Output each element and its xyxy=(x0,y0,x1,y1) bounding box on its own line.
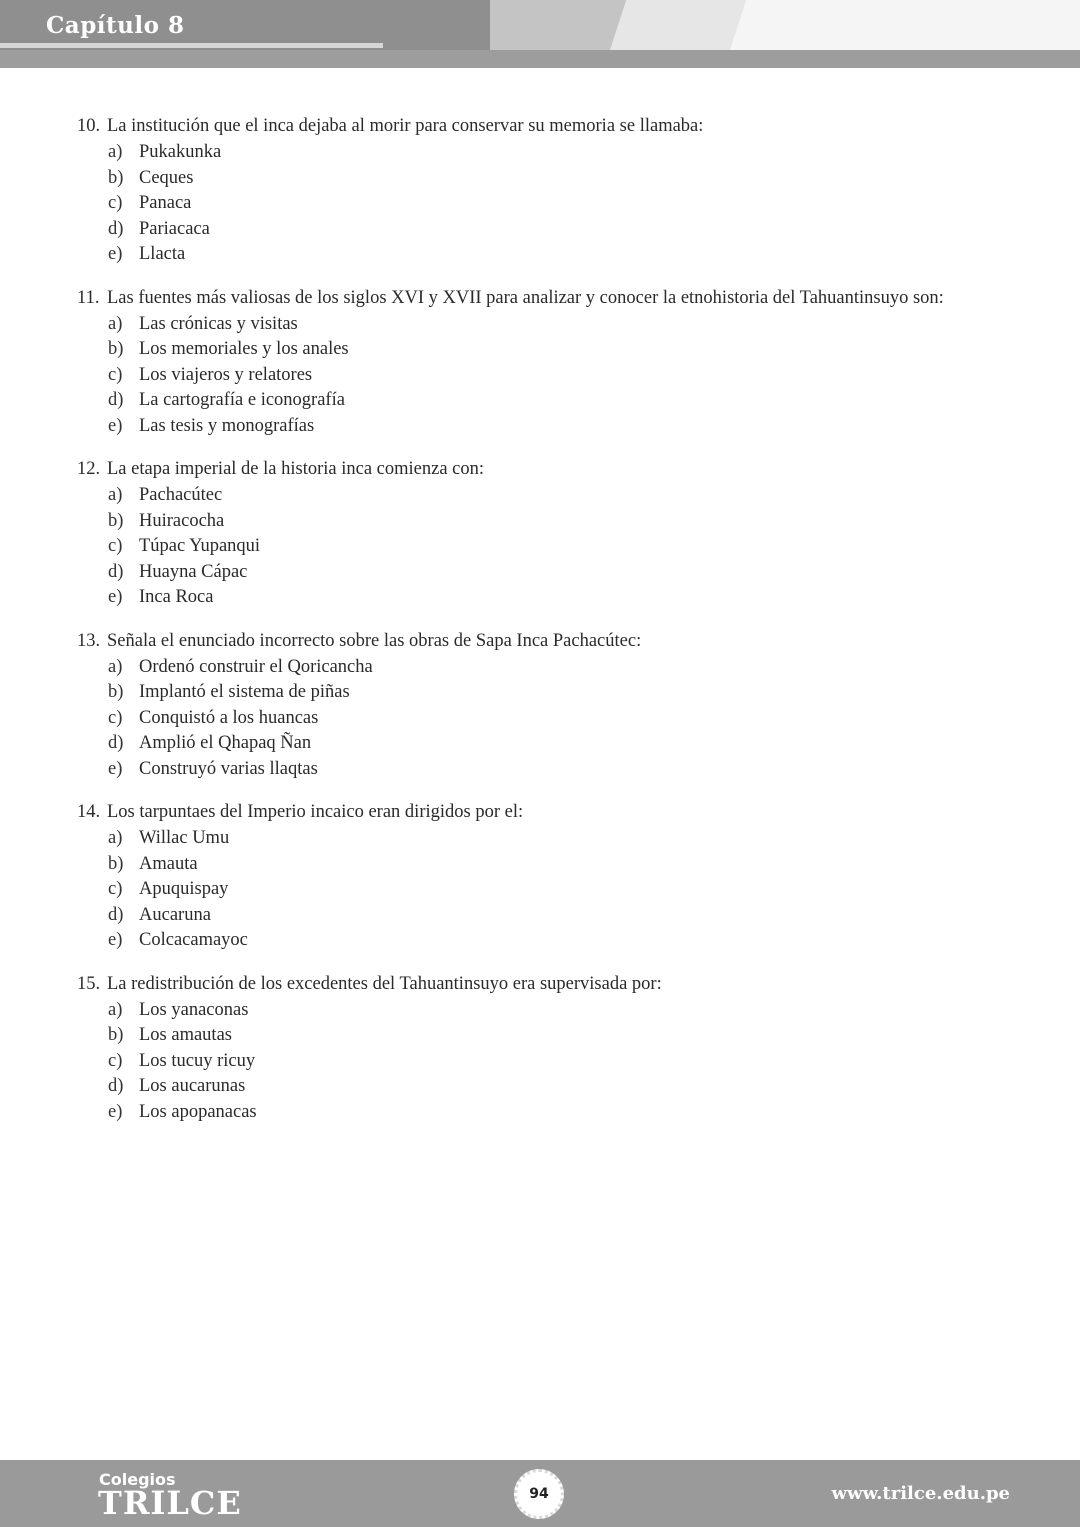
option-letter: d) xyxy=(108,218,124,239)
question-text: La redistribución de los excedentes del Tahuantinsuyo era supervisada por: xyxy=(107,973,662,994)
chapter-title: Capítulo 8 xyxy=(46,12,185,39)
option-text: Túpac Yupanqui xyxy=(139,536,261,556)
question-stem xyxy=(77,627,1027,655)
option-letter: d) xyxy=(108,1076,124,1096)
option-letter: c) xyxy=(108,364,123,385)
option-text: Llacta xyxy=(139,244,186,264)
answer-option xyxy=(77,483,1027,509)
answer-option xyxy=(77,191,1027,217)
option-text: Implantó el sistema de piñas xyxy=(139,682,350,702)
option-list xyxy=(77,655,1027,783)
answer-option xyxy=(77,1023,1027,1049)
question-text: La etapa imperial de la historia inca comienza con: xyxy=(107,459,485,479)
question-block xyxy=(77,455,1027,611)
logo-wordmark: TRILCE xyxy=(98,1484,242,1522)
option-letter: a) xyxy=(108,313,123,334)
question-number: 10. xyxy=(77,116,101,136)
question-number: 15. xyxy=(77,973,101,994)
option-letter: e) xyxy=(108,587,123,607)
option-letter: b) xyxy=(108,1025,124,1045)
question-block xyxy=(77,798,1027,954)
option-letter: c) xyxy=(108,1050,123,1071)
option-letter: a) xyxy=(108,999,123,1020)
question-stem xyxy=(77,970,1027,998)
page-header xyxy=(0,0,1080,68)
option-text: Conquistó a los huancas xyxy=(139,707,319,728)
question-number: 13. xyxy=(77,630,101,651)
question-number: 12. xyxy=(77,459,101,479)
logo-caption: Colegios xyxy=(99,1470,176,1489)
question-stem xyxy=(77,455,1027,483)
option-text: Los apopanacas xyxy=(139,1101,257,1122)
option-letter: c) xyxy=(108,707,123,728)
page-number: 94 xyxy=(529,1486,549,1502)
option-letter: d) xyxy=(108,733,124,753)
answer-option xyxy=(77,655,1027,681)
option-text: Pariacaca xyxy=(139,218,210,239)
option-text: Las crónicas y visitas xyxy=(139,313,298,334)
answer-option xyxy=(77,363,1027,389)
option-letter: c) xyxy=(108,193,123,213)
option-letter: a) xyxy=(108,656,123,677)
option-letter: c) xyxy=(108,879,123,899)
question-stem xyxy=(77,284,1027,312)
question-number: 14. xyxy=(77,802,101,822)
option-letter: a) xyxy=(108,828,123,848)
option-list xyxy=(77,312,1027,440)
option-letter: e) xyxy=(108,758,123,779)
answer-option xyxy=(77,242,1027,268)
option-text: Construyó varias llaqtas xyxy=(139,758,318,779)
answer-option xyxy=(77,928,1027,954)
option-letter: b) xyxy=(108,339,124,359)
option-list xyxy=(77,483,1027,611)
page-number-badge xyxy=(514,1469,564,1519)
option-list xyxy=(77,998,1027,1126)
option-text: Las tesis y monografías xyxy=(139,415,315,436)
header-underline xyxy=(0,43,383,48)
option-text: Willac Umu xyxy=(139,828,230,848)
answer-option xyxy=(77,1049,1027,1075)
option-text: Inca Roca xyxy=(139,587,214,607)
answer-option xyxy=(77,388,1027,414)
option-letter: e) xyxy=(108,415,123,436)
question-text: Las fuentes más valiosas de los siglos XVI y XVII para analizar y conocer la etnohistoria del Tahuantinsuyo son: xyxy=(107,287,944,308)
answer-option xyxy=(77,414,1027,440)
option-letter: b) xyxy=(108,510,124,531)
option-text: Los amautas xyxy=(139,1025,232,1045)
answer-option xyxy=(77,1100,1027,1126)
option-letter: b) xyxy=(108,167,124,188)
option-list xyxy=(77,826,1027,954)
option-text: Pukakunka xyxy=(139,142,222,162)
answer-option xyxy=(77,852,1027,878)
option-letter: c) xyxy=(108,536,123,556)
option-text: Amplió el Qhapaq Ñan xyxy=(139,733,312,753)
option-text: Ordenó construir el Qoricancha xyxy=(139,656,373,677)
answer-option xyxy=(77,706,1027,732)
question-text: La institución que el inca dejaba al morir para conservar su memoria se llamaba: xyxy=(107,116,704,136)
question-block xyxy=(77,970,1027,1126)
page-footer xyxy=(0,1460,1080,1527)
question-text: Señala el enunciado incorrecto sobre las obras de Sapa Inca Pachacútec: xyxy=(107,630,642,651)
option-text: Los aucarunas xyxy=(139,1076,246,1096)
answer-option xyxy=(77,998,1027,1024)
option-letter: b) xyxy=(108,682,124,702)
option-letter: a) xyxy=(108,142,123,162)
answer-option xyxy=(77,217,1027,243)
option-text: Pachacútec xyxy=(139,485,223,505)
question-number: 11. xyxy=(77,287,100,308)
answer-option xyxy=(77,312,1027,338)
answer-option xyxy=(77,757,1027,783)
question-block xyxy=(77,627,1027,783)
question-text: Los tarpuntaes del Imperio incaico eran dirigidos por el: xyxy=(107,802,524,822)
option-text: Los yanaconas xyxy=(139,999,249,1020)
option-text: Apuquispay xyxy=(139,879,229,899)
answer-option xyxy=(77,826,1027,852)
option-text: Huiracocha xyxy=(139,510,225,531)
answer-option xyxy=(77,877,1027,903)
option-letter: d) xyxy=(108,390,124,410)
option-text: Los tucuy ricuy xyxy=(139,1050,256,1071)
option-letter: a) xyxy=(108,485,123,505)
option-letter: d) xyxy=(108,904,124,925)
question-block xyxy=(77,112,1027,268)
question-list xyxy=(77,112,1027,1141)
option-letter: e) xyxy=(108,1101,123,1122)
answer-option xyxy=(77,560,1027,586)
option-letter: d) xyxy=(108,561,124,582)
answer-option xyxy=(77,509,1027,535)
option-text: Los viajeros y relatores xyxy=(139,364,313,385)
answer-option xyxy=(77,140,1027,166)
answer-option xyxy=(77,731,1027,757)
question-block xyxy=(77,284,1027,440)
option-text: Ceques xyxy=(139,167,194,188)
answer-option xyxy=(77,903,1027,929)
option-text: Los memoriales y los anales xyxy=(139,339,349,359)
option-letter: e) xyxy=(108,244,123,264)
option-text: Aucaruna xyxy=(139,904,211,925)
option-text: Panaca xyxy=(139,193,192,213)
option-letter: b) xyxy=(108,853,124,874)
option-text: La cartografía e iconografía xyxy=(139,390,345,410)
option-list xyxy=(77,140,1027,268)
answer-option xyxy=(77,337,1027,363)
option-text: Colcacamayoc xyxy=(139,930,248,950)
answer-option xyxy=(77,166,1027,192)
question-stem xyxy=(77,112,1027,140)
answer-option xyxy=(77,534,1027,560)
header-light-panel xyxy=(715,0,1080,50)
answer-option xyxy=(77,680,1027,706)
website-link[interactable]: www.trilce.edu.pe xyxy=(831,1483,1010,1504)
option-text: Amauta xyxy=(139,853,198,874)
header-band xyxy=(0,50,1080,68)
option-text: Huayna Cápac xyxy=(139,561,248,582)
answer-option xyxy=(77,585,1027,611)
question-stem xyxy=(77,798,1027,826)
option-letter: e) xyxy=(108,930,123,950)
answer-option xyxy=(77,1074,1027,1100)
